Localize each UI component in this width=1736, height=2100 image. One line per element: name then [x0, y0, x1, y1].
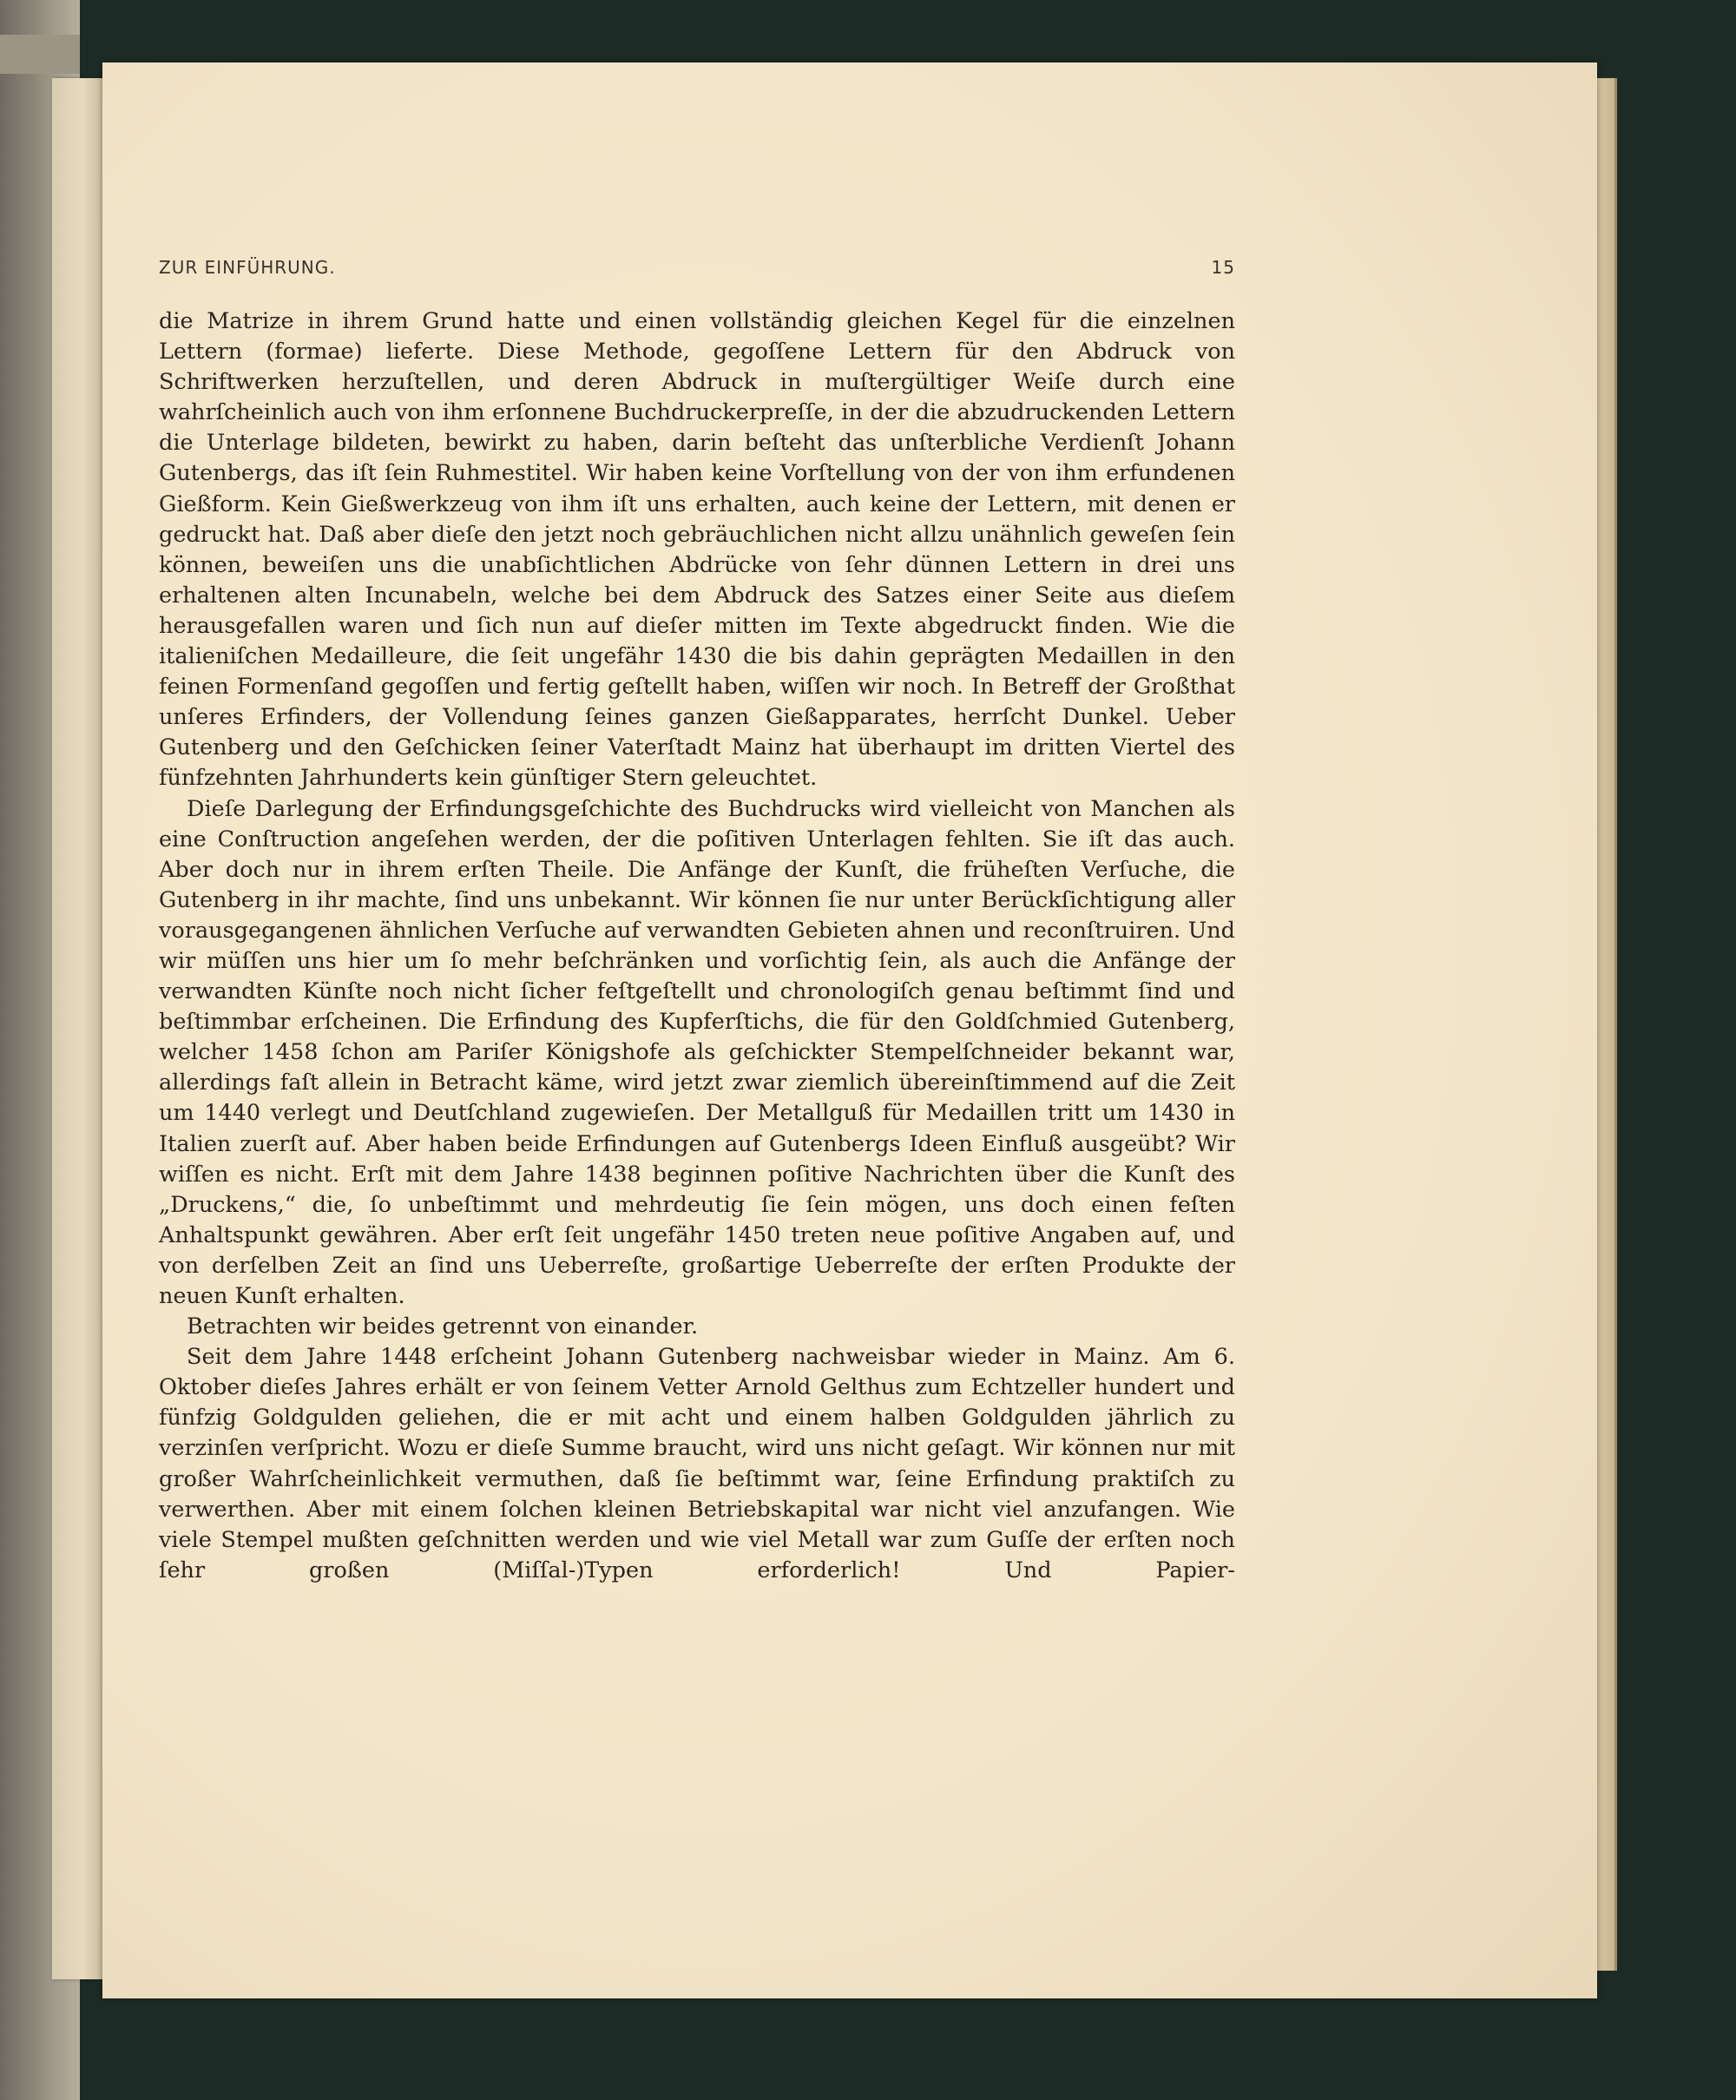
paragraph: Betrachten wir beides getrennt von einander.: [187, 1313, 699, 1340]
running-head: [159, 257, 1235, 281]
paragraph: Seit dem Jahre 1448 erſcheint Johann Gutenberg nachweisbar wieder in Mainz. Am 6. Oktober dieſes Jahres erhält er von ſeinem Vetter Arnold Gelthus zum Echtzeller hundert und fünfzig Goldgulden geliehen, die er mit acht und einem halben Goldgulden jährlich zu verzinſen verſpricht. Wozu er dieſe Summe braucht, wird uns nicht geſagt. Wir können nur mit großer Wahrſcheinlichkeit vermuthen, daß ſie beſtimmt war, ſeine Erfindung praktiſch zu verwerthen. Aber mit einem ſolchen kleinen Betriebskapital war nicht viel anzufangen. Wie viele Stempel mußten geſchnitten werden und wie viel Metall war zum Guſſe der erſten noch ſehr großen (Miſſal-)Typen erforderlich! Und Papier-: [159, 1344, 1235, 1583]
paragraph: Dieſe Darlegung der Erfindungsgeſchichte des Buchdrucks wird vielleicht von Manchen als eine Conſtruction angeſehen werden, der die poſitiven Unterlagen fehlten. Sie iſt das auch. Aber doch nur in ihrem erſten Theile. Die Anfänge der Kunſt, die früheſten Verſuche, die Gutenberg in ihr machte, ſind uns unbekannt. Wir können ſie nur unter Berückſichtigung aller vorausgegangenen ähnlichen Verſuche auf verwandten Gebieten ahnen und reconſtruiren. Und wir müſſen uns hier um ſo mehr beſchränken und vorſichtig ſein, als auch die Anfänge der verwandten Künſte noch nicht ſicher feſtgeſtellt und chronologiſch genau beſtimmt ſind und beſtimmbar erſcheinen. Die Erfindung des Kupferſtichs, die für den Goldſchmied Gutenberg, welcher 1458 ſchon am Pariſer Königshofe als geſchickter Stempelſchneider bekannt war, allerdings faſt allein in Betracht käme, wird jetzt zwar ziemlich übereinſtimmend auf die Zeit um 1440 verlegt und Deutſchland zugewieſen. Der Metallguß für Medaillen tritt um 1430 in Italien zuerſt auf. Aber haben beide Erfindungen auf Gutenbergs Ideen Einfluß ausgeübt? Wir wiſſen es nicht. Erſt mit dem Jahre 1438 beginnen poſitive Nachrichten über die Kunſt des „Druckens,“ die, ſo unbeſtimmt und mehrdeutig ſie ſein mögen, uns doch einen feſten Anhaltspunkt gewähren. Aber erſt ſeit ungefähr 1450 treten neue poſitive Angaben auf, und von derſelben Zeit an ſind uns Ueberreſte, großartige Ueberreſte der erſten Produkte der neuen Kunſt erhalten.: [159, 795, 1235, 1309]
previous-page-edge: [52, 78, 102, 1979]
paragraph: die Matrize in ihrem Grund hatte und einen vollständig gleichen Kegel für die einzelnen Lettern (formae) lieferte. Diese Methode, gegoſſene Lettern für den Abdruck von Schriftwerken herzuſtellen, und deren Abdruck in muſtergültiger Weiſe durch eine wahrſcheinlich auch von ihm erſonnene Buchdruckerpreſſe, in der die abzudruckenden Lettern die Unterlage bildeten, bewirkt zu haben, darin beſteht das unſterbliche Verdienſt Johann Gutenbergs, das iſt ſein Ruhmestitel. Wir haben keine Vorſtellung von der von ihm erfundenen Gießform. Kein Gießwerkzeug von ihm iſt uns erhalten, auch keine der Lettern, mit denen er gedruckt hat. Daß aber dieſe den jetzt noch gebräuchlichen nicht allzu unähnlich geweſen ſein können, beweiſen uns die unabſichtlichen Abdrücke von ſehr dünnen Lettern in drei uns erhaltenen alten Incunabeln, welche bei dem Abdruck des Satzes einer Seite aus dieſem herausgefallen waren und ſich nun auf dieſer mitten im Texte abgedruckt finden. Wie die italieniſchen Medailleure, die ſeit ungefähr 1430 die bis dahin geprägten Medaillen in den feinen Formenſand gegoſſen und fertig geſtellt haben, wiſſen wir noch. In Betreff der Großthat unſeres Erfinders, der Vollendung ſeines ganzen Gießapparates, herrſcht Dunkel. Ueber Gutenberg und den Geſchicken ſeiner Vaterſtadt Mainz hat überhaupt im dritten Viertel des fünfzehnten Jahrhunderts kein günſtiger Stern geleuchtet.: [159, 308, 1235, 792]
body-text: [159, 306, 1235, 1586]
page-number: 15: [1211, 257, 1235, 278]
running-title: ZUR EINFÜHRUNG.: [159, 257, 336, 278]
binding-strip: [0, 35, 80, 74]
